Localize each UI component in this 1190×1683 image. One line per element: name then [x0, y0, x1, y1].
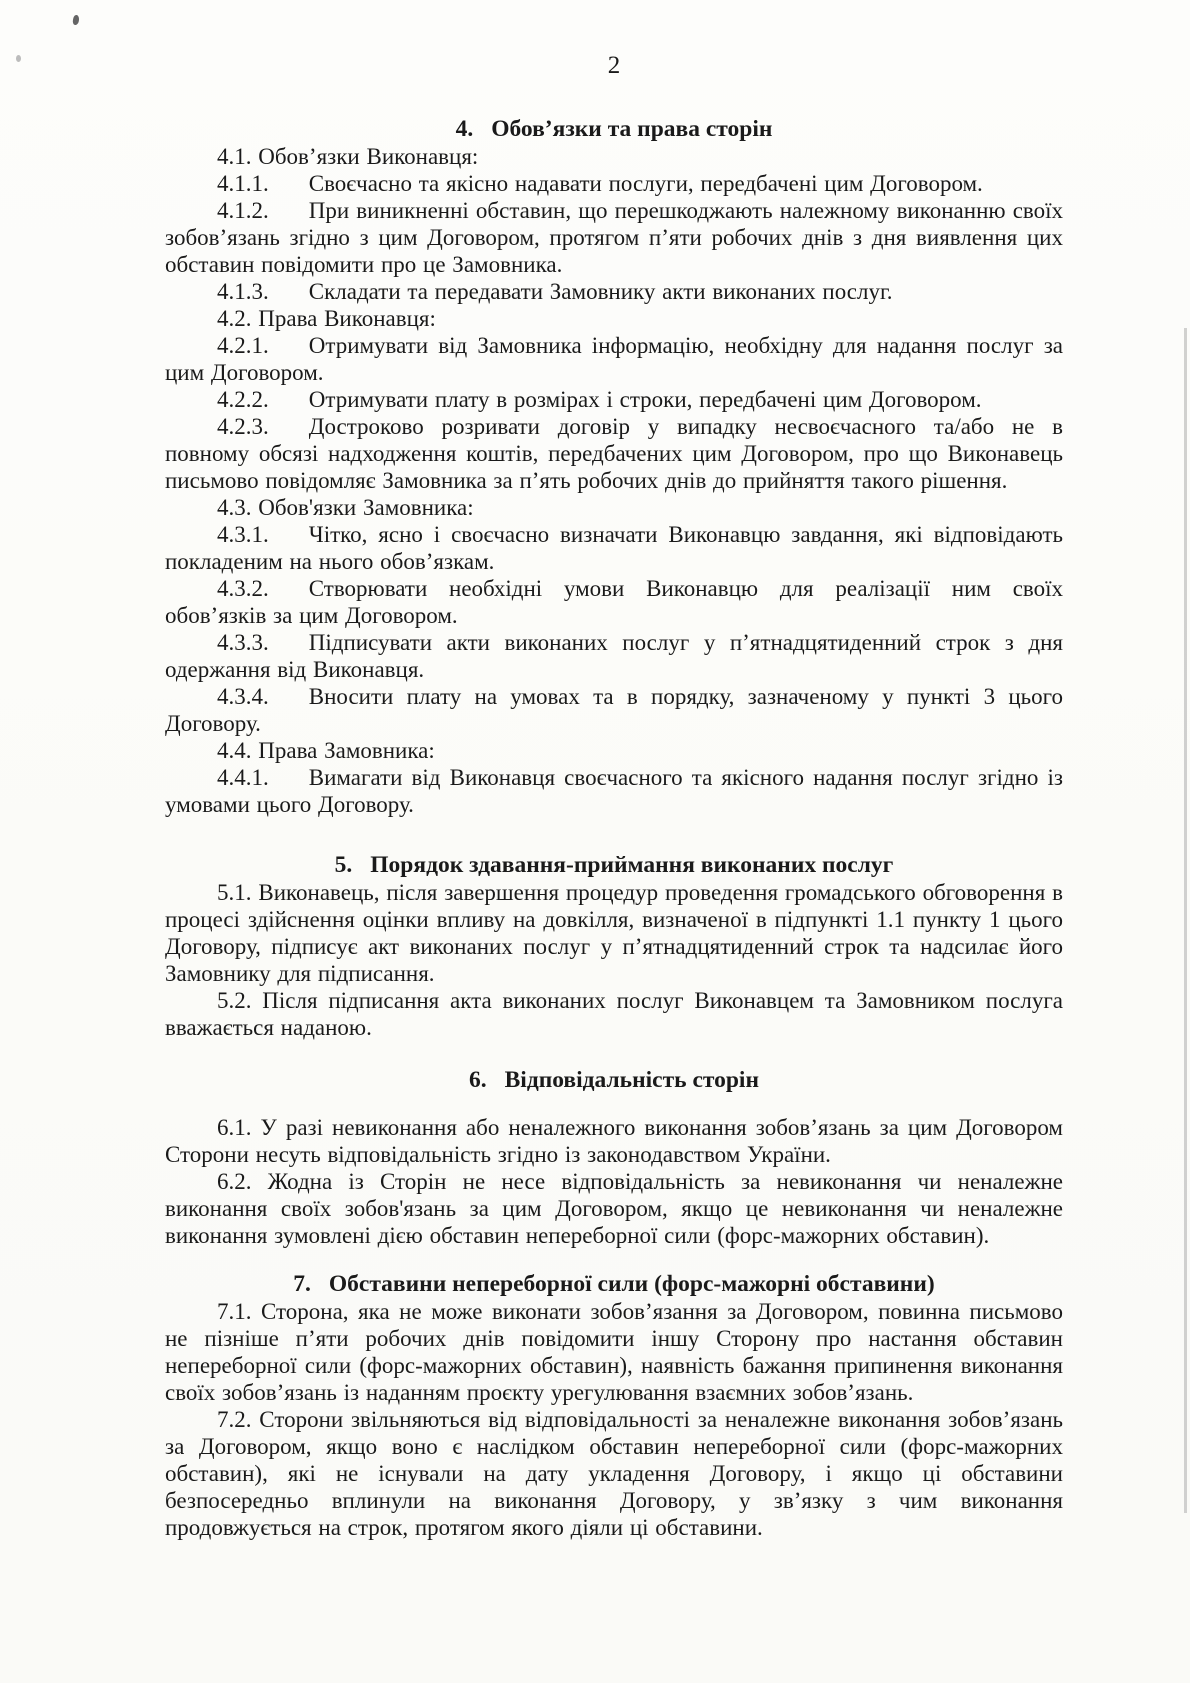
clause-text: Підписувати акти виконаних послуг у п’ятнадцятиденний строк з дня одержання від Виконавця. [165, 630, 1063, 682]
clause-7-2 [165, 1406, 1063, 1541]
heading-number: 7. [293, 1271, 311, 1297]
clause-6-1 [165, 1114, 1063, 1168]
heading-title: Порядок здавання-приймання виконаних послуг [370, 852, 894, 878]
section-heading-h4 [165, 116, 1063, 143]
heading-title: Обов’язки та права сторін [491, 116, 773, 142]
clause-4-3 [165, 494, 1063, 521]
clause-text: 4.1. Обов’язки Виконавця: [217, 144, 479, 169]
section-heading-h6 [165, 1067, 1063, 1094]
clause-text: 6.1. У разі невиконання або неналежного виконання зобов’язань за цим Договором Сторони несуть відповідальність згідно із законодавством України. [165, 1115, 1063, 1167]
clause-number: 4.3.3. [217, 630, 269, 655]
clause-4-3-3 [165, 629, 1063, 683]
clause-text: Складати та передавати Замовнику акти виконаних послуг. [308, 279, 893, 304]
section-heading-h7 [165, 1271, 1063, 1298]
clause-4-1-2 [165, 197, 1063, 278]
clause-number: 4.3.4. [217, 684, 269, 709]
clause-number: 4.2.3. [217, 414, 269, 439]
heading-title: Обставини непереборної сили (форс-мажорні обставини) [328, 1271, 935, 1297]
clause-4-1-3 [165, 278, 1063, 305]
clause-text: 7.1. Сторона, яка не може виконати зобов’язання за Договором, повинна письмово не пізніше п’яти робочих днів повідомити іншу Сторону про настання обставин непереборної сили (форс-мажорних обставин), наявність бажання припинення виконання своїх зобов’язань із наданням проєкту урегулювання взаємних зобов’язань. [165, 1299, 1063, 1405]
clause-text: Отримувати плату в розмірах і строки, передбачені цим Договором. [308, 387, 982, 412]
heading-number: 5. [334, 852, 353, 878]
clause-number: 4.1.1. [217, 171, 269, 196]
clause-4-4-1 [165, 764, 1063, 818]
page-content [165, 52, 1063, 1541]
clause-text: 4.3. Обов'язки Замовника: [217, 495, 474, 520]
page-number: 2 [607, 52, 621, 79]
clause-text: Чітко, ясно і своєчасно визначати Виконавцю завдання, які відповідають покладеним на нього обов’язкам. [165, 522, 1063, 574]
clause-4-3-4 [165, 683, 1063, 737]
clause-7-1 [165, 1298, 1063, 1406]
clause-text: Вимагати від Виконавця своєчасного та якісного надання послуг згідно із умовами цього Договору. [165, 765, 1063, 817]
heading-number: 6. [469, 1067, 487, 1093]
scan-edge-shadow [1184, 328, 1187, 1513]
clause-number: 4.2.2. [217, 387, 269, 412]
clause-5-1 [165, 879, 1063, 987]
clause-text: 4.4. Права Замовника: [217, 738, 435, 763]
clause-4-1-1 [165, 170, 1063, 197]
clause-text: 5.2. Після підписання акта виконаних послуг Виконавцем та Замовником послуга вважається наданою. [165, 988, 1063, 1040]
heading-number: 4. [455, 116, 474, 142]
clause-text: Створювати необхідні умови Виконавцю для реалізації ним своїх обов’язків за цим Договором. [165, 576, 1063, 628]
clause-number: 4.4.1. [217, 765, 269, 790]
clause-6-2 [165, 1168, 1063, 1249]
clause-4-3-1 [165, 521, 1063, 575]
clause-number: 4.1.3. [217, 279, 269, 304]
clause-4-2-1 [165, 332, 1063, 386]
section-heading-h5 [165, 852, 1063, 879]
clause-4-2 [165, 305, 1063, 332]
clause-number: 4.2.1. [217, 333, 269, 358]
clause-text: Своєчасно та якісно надавати послуги, передбачені цим Договором. [308, 171, 983, 196]
document-body [165, 116, 1063, 1541]
clause-4-2-3 [165, 413, 1063, 494]
clause-text: 4.2. Права Виконавця: [217, 306, 436, 331]
clause-number: 4.3.2. [217, 576, 269, 601]
clause-text: Вносити плату на умовах та в порядку, зазначеному у пункті 3 цього Договору. [165, 684, 1063, 736]
heading-title: Відповідальність сторін [504, 1067, 759, 1093]
clause-number: 4.1.2. [217, 198, 269, 223]
clause-text: 6.2. Жодна із Сторін не несе відповідальність за невиконання чи неналежне виконання своїх зобов'язань за цим Договором, якщо це невиконання чи неналежне виконання зумовлені дією обставин непереборної сили (форс-мажорних обставин). [165, 1169, 1063, 1248]
clause-text: 5.1. Виконавець, після завершення процедур проведення громадського обговорення в процесі здійснення оцінки впливу на довкілля, визначеної в підпункті 1.1 пункту 1 цього Договору, підписує акт виконаних послуг у п’ятнадцятиденний строк та надсилає його Замовнику для підписання. [165, 880, 1063, 986]
clause-text: При виникненні обставин, що перешкоджають належному виконанню своїх зобов’язань згідно з цим Договором, протягом п’яти робочих днів з дня виявлення цих обставин повідомити про це Замовника. [165, 198, 1063, 277]
clause-4-3-2 [165, 575, 1063, 629]
scan-artifact [16, 55, 21, 62]
clause-4-4 [165, 737, 1063, 764]
clause-4-1 [165, 143, 1063, 170]
clause-text: Достроково розривати договір у випадку несвоєчасного та/або не в повному обсязі надходження коштів, передбачених цим Договором, про що Виконавець письмово повідомляє Замовника за п’ять робочих днів до прийняття такого рішення. [165, 414, 1063, 493]
clause-4-2-2 [165, 386, 1063, 413]
clause-text: Отримувати від Замовника інформацію, необхідну для надання послуг за цим Договором. [165, 333, 1063, 385]
scan-artifact [72, 14, 80, 25]
clause-text: 7.2. Сторони звільняються від відповідальності за неналежне виконання зобов’язань за Договором, якщо воно є наслідком обставин непереборної сили (форс-мажорних обставин), які не існували на дату укладення Договору, і якщо ці обставини безпосередньо вплинули на виконання Договору, у зв’язку з чим виконання продовжується на строк, протягом якого діяли ці обставини. [165, 1407, 1063, 1540]
clause-5-2 [165, 987, 1063, 1041]
clause-number: 4.3.1. [217, 522, 269, 547]
